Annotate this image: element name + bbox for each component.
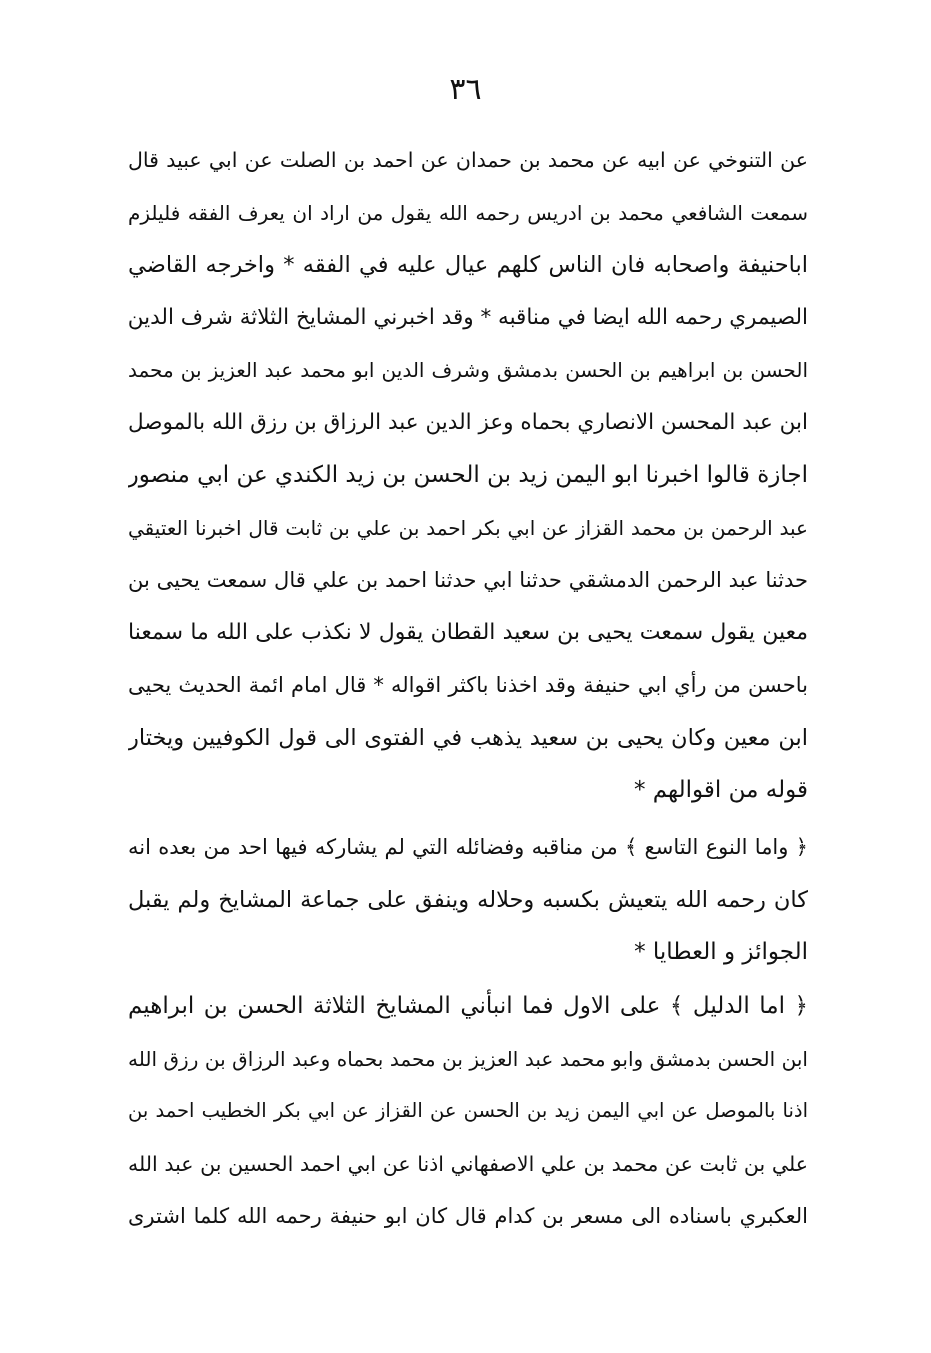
page-number: ٣٦ bbox=[449, 72, 482, 107]
text-line: ابن عبد المحسن الانصاري بحماه وعز الدين عبد الرزاق بن رزق الله بالموصل bbox=[128, 409, 808, 435]
paragraph-2 bbox=[128, 821, 808, 979]
text-line: علي بن ثابت عن محمد بن علي الاصفهاني اذنا عن ابي احمد الحسين بن عبد الله bbox=[128, 1151, 808, 1176]
text-line: الجوائز و العطايا * bbox=[634, 939, 808, 965]
text-line: كان رحمه الله يتعيش بكسبه وحلاله وينفق على جماعة المشايخ ولم يقبل bbox=[128, 886, 808, 913]
text-line: ابن معين وكان يحيى بن سعيد يذهب في الفتوى الى قول الكوفيين ويختار bbox=[128, 724, 808, 751]
text-line: عبد الرحمن بن محمد القزاز عن ابي بكر احمد بن علي بن ثابت قال اخبرنا العتيقي bbox=[128, 515, 808, 540]
text-line: قوله من اقوالهم * bbox=[633, 777, 808, 803]
text-line: الحسن بن ابراهيم بن الحسن بدمشق وشرف الدين ابو محمد عبد العزيز بن محمد bbox=[128, 358, 808, 382]
paragraph-3 bbox=[128, 980, 808, 1243]
text-line: معين يقول سمعت يحيى بن سعيد القطان يقول لا نكذب على الله ما سمعنا bbox=[128, 619, 808, 645]
text-line: العكبري باسناده الى مسعر بن كدام قال كان ابو حنيفة رحمه الله كلما اشترى bbox=[128, 1204, 808, 1228]
text-line: ﴿ اما الدليل ﴾ على الاول فما انبأني المشايخ الثلاثة الحسن بن ابراهيم bbox=[128, 993, 808, 1019]
text-line: سمعت الشافعي محمد بن ادريس رحمه الله يقول من اراد ان يعرف الفقه فليلزم bbox=[128, 200, 808, 225]
text-line: اباحنيفة واصحابه فان الناس كلهم عيال عليه في الفقه * واخرجه القاضي bbox=[128, 252, 808, 278]
text-line: اذنا بالموصل عن ابي اليمن زيد بن الحسن عن القزاز عن ابي بكر الخطيب احمد بن bbox=[128, 1099, 808, 1122]
text-line: حدثنا عبد الرحمن الدمشقي حدثنا ابي حدثنا احمد بن علي قال سمعت يحيى بن bbox=[128, 568, 808, 592]
text-line: ابن الحسن بدمشق وابو محمد عبد العزيز بن محمد بحماه وعبد الرزاق بن رزق الله bbox=[128, 1046, 808, 1071]
paragraph-1 bbox=[128, 134, 808, 817]
text-line: اجازة قالوا اخبرنا ابو اليمن زيد بن الحسن بن زيد الكندي عن ابي منصور bbox=[128, 462, 808, 488]
text-line: ﴿ واما النوع التاسع ﴾ من مناقبه وفضائله التي لم يشاركه فيها احد من بعده انه bbox=[128, 835, 808, 859]
text-line: الصيمري رحمه الله ايضا في مناقبه * وقد اخبرني المشايخ الثلاثة شرف الدين bbox=[128, 304, 808, 330]
text-line: عن التنوخي عن ابيه عن محمد بن حمدان عن احمد بن الصلت عن ابي عبيد قال bbox=[128, 148, 808, 172]
text-line: باحسن من رأي ابي حنيفة وقد اخذنا باكثر اقواله * قال امام ائمة الحديث يحيى bbox=[128, 673, 808, 697]
